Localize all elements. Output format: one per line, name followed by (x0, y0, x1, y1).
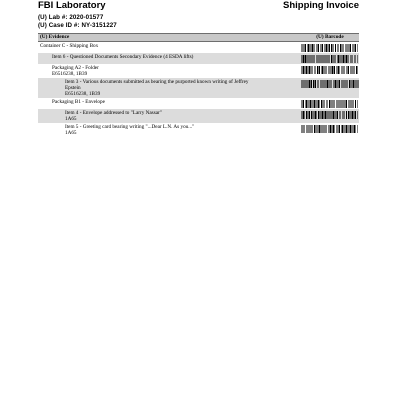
evidence-description (38, 99, 301, 108)
document-type: Shipping Invoice (282, 0, 359, 11)
evidence-detail: 1A65 (65, 116, 77, 122)
evidence-column-header: (U) Evidence (40, 34, 70, 40)
evidence-title: Item 6 - Questioned Documents Secondary Evidence (4 ESDA lifts) (52, 54, 194, 60)
barcode-icon (301, 80, 359, 88)
evidence-detail: E6516238, 1B39 (52, 71, 88, 77)
evidence-description (38, 65, 301, 77)
evidence-detail: 1A65 (65, 130, 77, 136)
barcode-icon (301, 66, 359, 74)
lab-name: FBI Laboratory (38, 0, 106, 11)
barcode-column-header: (U) Barcode (316, 34, 344, 40)
evidence-description (38, 79, 301, 97)
table-row (38, 53, 359, 64)
evidence-title: Packaging B1 - Envelope (52, 99, 105, 105)
evidence-title: Item 5 - Greeting card bearing writing "...Dear L.N. As you..." (65, 124, 195, 130)
table-row (38, 42, 359, 53)
evidence-title: Item 4 - Envelope addressed to "Larry Nassar" (65, 110, 162, 116)
barcode-icon (301, 44, 359, 52)
evidence-table-header (38, 33, 359, 42)
table-row (38, 109, 359, 123)
case-id: (U) Case ID #: NY-3151227 (38, 22, 117, 29)
table-row (38, 98, 359, 109)
evidence-description (38, 110, 301, 122)
evidence-title: Container C - Shipping Box (40, 43, 99, 49)
barcode-icon (301, 100, 359, 108)
invoice-header (38, 0, 359, 11)
barcode-icon (301, 125, 359, 133)
table-row (38, 64, 359, 78)
evidence-description (38, 43, 301, 52)
shipping-invoice-page (38, 0, 359, 137)
barcode-icon (301, 55, 359, 63)
barcode-icon (301, 111, 359, 119)
evidence-title: Item 3 - Various documents submitted as bearing the purported known writing of Jeffrey (65, 79, 249, 85)
evidence-description (38, 54, 301, 63)
table-row (38, 78, 359, 98)
table-row (38, 123, 359, 137)
evidence-detail: Epstein (65, 85, 81, 91)
evidence-title: Packaging A2 - Folder (52, 65, 99, 71)
evidence-description (38, 124, 301, 136)
evidence-table-body (38, 42, 359, 137)
evidence-detail: E6516238, 1B39 (65, 91, 101, 97)
lab-number: (U) Lab #: 2020-01577 (38, 14, 104, 21)
